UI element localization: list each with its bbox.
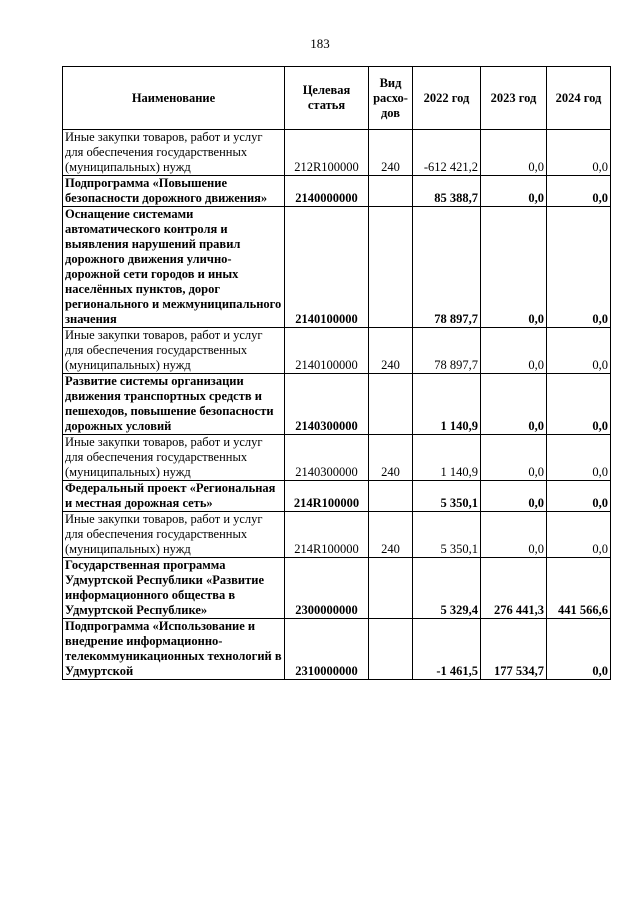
row-target-article-cell: 2140300000 [285, 374, 369, 435]
table-header-row [63, 67, 611, 130]
header-name: Наименование [63, 67, 285, 130]
row-target-article-cell: 2310000000 [285, 619, 369, 680]
row-2023-cell: 0,0 [481, 207, 547, 328]
row-2022-cell: -612 421,2 [413, 130, 481, 176]
row-expense-type-cell: 240 [369, 435, 413, 481]
row-2024-cell: 0,0 [547, 130, 611, 176]
row-2022-cell: 78 897,7 [413, 207, 481, 328]
header-2024: 2024 год [547, 67, 611, 130]
row-target-article-cell: 2140000000 [285, 176, 369, 207]
row-expense-type-cell [369, 619, 413, 680]
row-2024-cell: 0,0 [547, 435, 611, 481]
table-row [63, 130, 611, 176]
row-2024-cell: 0,0 [547, 176, 611, 207]
row-name-cell: Иные закупки товаров, работ и услуг для обеспечения государственных (муниципальных) нужд [63, 328, 285, 374]
table-row [63, 619, 611, 680]
row-expense-type-cell [369, 481, 413, 512]
row-expense-type-cell: 240 [369, 328, 413, 374]
row-name-cell: Развитие системы организации движения транспортных средств и пешеходов, повышение безопасности дорожных условий [63, 374, 285, 435]
row-2023-cell: 276 441,3 [481, 558, 547, 619]
row-2024-cell: 0,0 [547, 619, 611, 680]
row-2022-cell: 1 140,9 [413, 435, 481, 481]
row-2022-cell: 5 329,4 [413, 558, 481, 619]
row-2022-cell: 5 350,1 [413, 512, 481, 558]
row-2022-cell: 1 140,9 [413, 374, 481, 435]
row-expense-type-cell: 240 [369, 512, 413, 558]
row-2024-cell: 0,0 [547, 481, 611, 512]
row-target-article-cell: 2300000000 [285, 558, 369, 619]
row-target-article-cell: 2140300000 [285, 435, 369, 481]
row-2024-cell: 0,0 [547, 512, 611, 558]
row-2023-cell: 0,0 [481, 130, 547, 176]
row-name-cell: Иные закупки товаров, работ и услуг для обеспечения государственных (муниципальных) нужд [63, 435, 285, 481]
row-2022-cell: 5 350,1 [413, 481, 481, 512]
table-body [63, 130, 611, 680]
row-2023-cell: 0,0 [481, 374, 547, 435]
table-row [63, 481, 611, 512]
row-name-cell: Государственная программа Удмуртской Республики «Развитие информационного общества в Удмуртской Республике» [63, 558, 285, 619]
row-expense-type-cell: 240 [369, 130, 413, 176]
row-2023-cell: 0,0 [481, 176, 547, 207]
row-2024-cell: 0,0 [547, 207, 611, 328]
row-name-cell: Подпрограмма «Использование и внедрение информационно-телекоммуникационных технологий в Удмуртской [63, 619, 285, 680]
row-expense-type-cell [369, 207, 413, 328]
table-row [63, 176, 611, 207]
row-2024-cell: 0,0 [547, 374, 611, 435]
row-2023-cell: 0,0 [481, 481, 547, 512]
row-expense-type-cell [369, 176, 413, 207]
table-row [63, 328, 611, 374]
row-2024-cell: 0,0 [547, 328, 611, 374]
budget-table [62, 66, 611, 680]
table-row [63, 512, 611, 558]
row-expense-type-cell [369, 558, 413, 619]
page-number: 183 [310, 36, 330, 51]
row-name-cell: Оснащение системами автоматического контроля и выявления нарушений правил дорожного движения улично-дорожной сети городов и иных населённых пунктов, дорог регионального и межмуниципального значения [63, 207, 285, 328]
table-row [63, 558, 611, 619]
header-2023: 2023 год [481, 67, 547, 130]
row-name-cell: Федеральный проект «Региональная и местная дорожная сеть» [63, 481, 285, 512]
row-name-cell: Подпрограмма «Повышение безопасности дорожного движения» [63, 176, 285, 207]
row-2023-cell: 177 534,7 [481, 619, 547, 680]
row-target-article-cell: 214R100000 [285, 512, 369, 558]
header-target-article: Целевая статья [285, 67, 369, 130]
row-2022-cell: 85 388,7 [413, 176, 481, 207]
header-2022: 2022 год [413, 67, 481, 130]
header-expense-type: Вид расхо-дов [369, 67, 413, 130]
row-target-article-cell: 2140100000 [285, 207, 369, 328]
row-expense-type-cell [369, 374, 413, 435]
row-target-article-cell: 214R100000 [285, 481, 369, 512]
row-2023-cell: 0,0 [481, 435, 547, 481]
row-2023-cell: 0,0 [481, 512, 547, 558]
row-target-article-cell: 2140100000 [285, 328, 369, 374]
row-2023-cell: 0,0 [481, 328, 547, 374]
row-name-cell: Иные закупки товаров, работ и услуг для обеспечения государственных (муниципальных) нужд [63, 512, 285, 558]
row-target-article-cell: 212R100000 [285, 130, 369, 176]
row-2022-cell: -1 461,5 [413, 619, 481, 680]
table-row [63, 374, 611, 435]
row-2022-cell: 78 897,7 [413, 328, 481, 374]
row-name-cell: Иные закупки товаров, работ и услуг для обеспечения государственных (муниципальных) нужд [63, 130, 285, 176]
row-2024-cell: 441 566,6 [547, 558, 611, 619]
table-row [63, 435, 611, 481]
table-row [63, 207, 611, 328]
